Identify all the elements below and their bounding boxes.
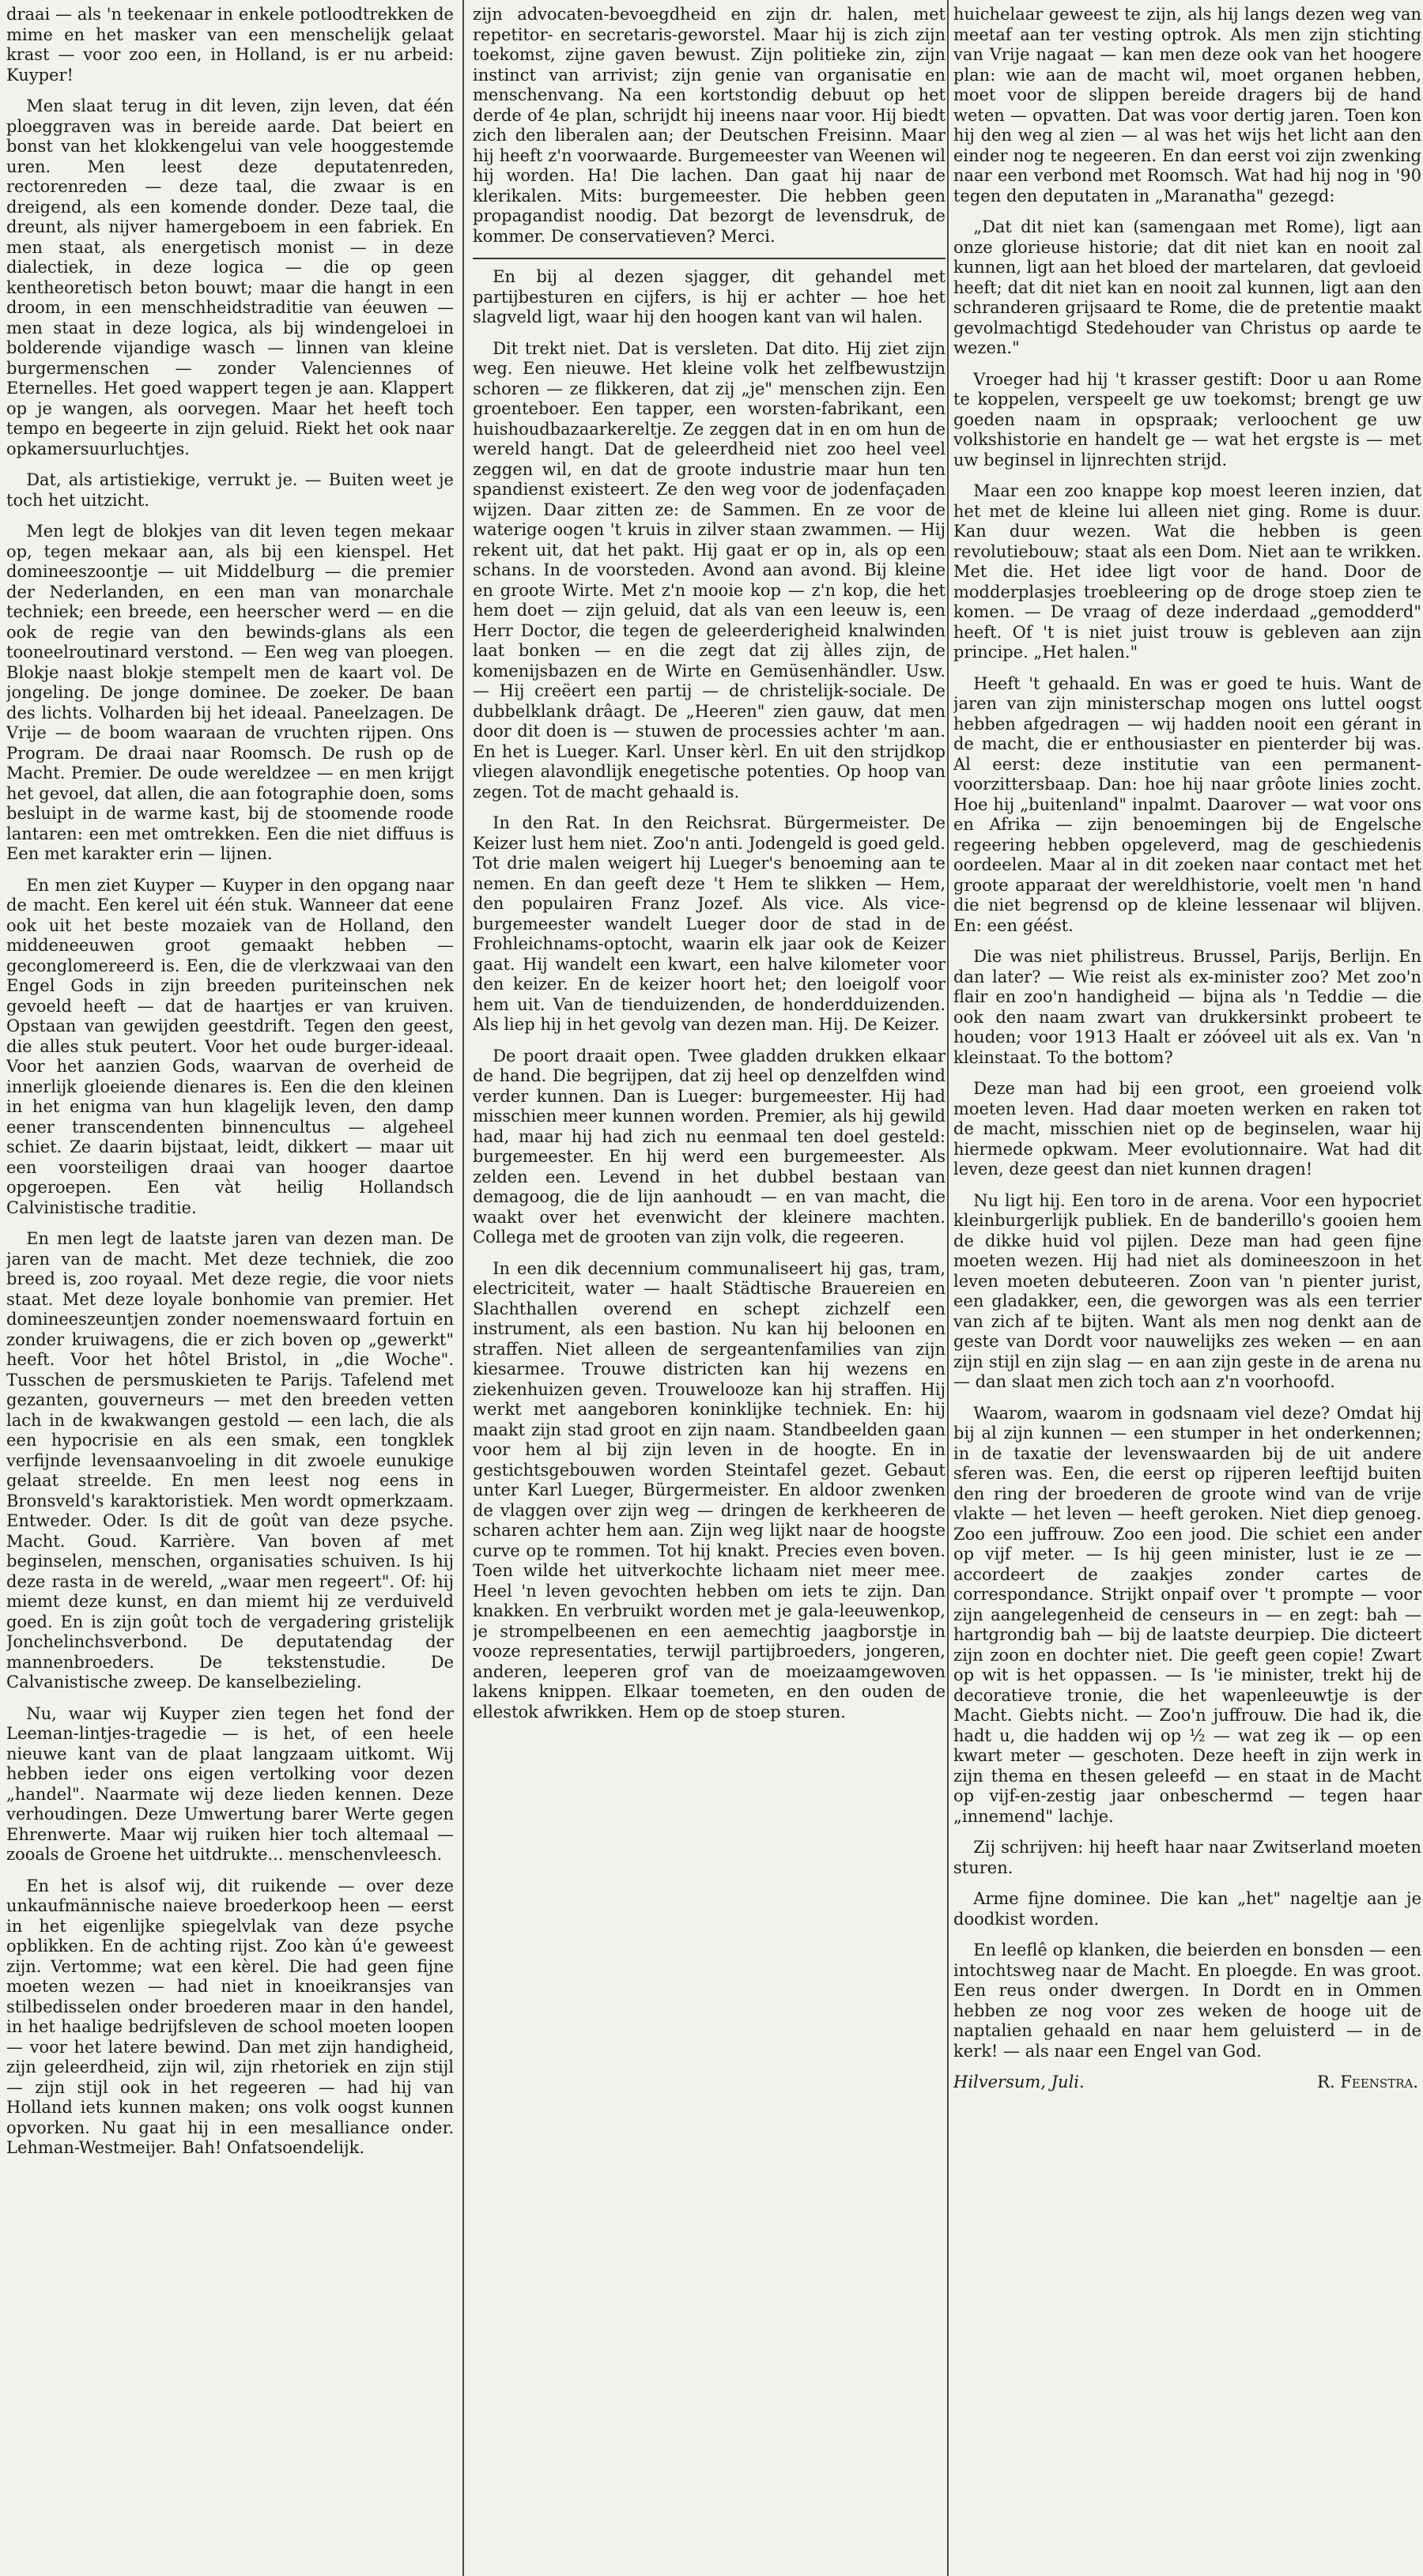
- article-paragraph: En het is alsof wij, dit ruikende — over deze unkaufmännische naieve broederkoop heen — eerst in het eigenlijke spiegelvlak van deze psyche opblikken. En de achting rijst. Zoo kàn ú'e geweest zijn. Vertomme; wat een kèrel. Die had geen fijne moeten wezen — had niet in knoeikransjes van stilbedisselen onder broederen maar in den handel, in het haalige bedrijfsleven de school moeten loopen — voor het latere bewind. Dan met zijn handigheid, zijn geleerdheid, zijn wil, zijn rhetoriek en zijn stijl — zijn stijl ook in het regeeren — had hij van Holland iets kunnen maken; ons volk oogst kunnen opvorken. Nu gaat hij in een mesalliance onder. Lehman-Westmeijer. Bah! Onfatsoendelijk.: [6, 1876, 454, 2157]
- article-paragraph: En bij al dezen sjagger, dit gehandel met partijbesturen en cijfers, is hij er achter — hoe het slagveld ligt, waar hij den hoogen kant van wil halen.: [473, 267, 946, 326]
- article-paragraph: Dat, als artistiekige, verrukt je. — Buiten weet je toch het uitzicht.: [6, 470, 454, 510]
- article-paragraph: draai — als 'n teekenaar in enkele potloodtrekken de mime en het masker van een menschelijk gelaat krast — voor zoo een, in Holland, is er nu arbeid: Kuyper!: [6, 5, 454, 85]
- signature-author: R. Feenstra.: [1317, 2072, 1418, 2091]
- article-quote: „Dat dit niet kan (samengaan met Rome), ligt aan onze glorieuse historie; dat dit niet kan en nooit zal kunnen, ligt aan het bloed der martelaren, dat gevloeid heeft; dat dit niet kan en nooit zal kunnen, ligt aan den schranderen grijsaard te Rome, die de pretentie maakt gevolmachtigd Stedehouder van Christus op aarde te wezen.": [953, 217, 1421, 357]
- article-paragraph: zijn advocaten-bevoegdheid en zijn dr. halen, met repetitor- en secretaris-geworstel. Maar hij is zich zijn toekomst, zijne gaven bewust. Zijn politieke zin, zijn instinct van arrivist; zijn genie van organisatie en menschenvang. Na een kortstondig debuut op het derde of 4e plan, schrijdt hij ineens naar voor. Hij biedt zich den liberalen aan; der Deutschen Freisinn. Maar hij heeft z'n voorwaarde. Burgemeester van Weenen wil hij worden. Ha! Die lachen. Dan gaat hij naar de klerikalen. Mits: burgemeester. Die hebben geen propagandist noodig. Dat bezorgt de levensdruk, de kommer. De conservatieven? Merci.: [473, 5, 946, 246]
- article-column-2: [473, 5, 946, 2570]
- article-paragraph: Zij schrijven: hij heeft haar naar Zwitserland moeten sturen.: [953, 1838, 1421, 1877]
- article-paragraph: Dit trekt niet. Dat is versleten. Dat dito. Hij ziet zijn weg. Een nieuwe. Het kleine volk het zelfbewustzijn schoren — ze flikkeren, dat zij „je" menschen zijn. Een groenteboer. Een tapper, een worsten-fabrikant, een huishoudbazaarkereltje. Ze zeggen dat in en om hun de wereld hangt. Dat de geleerdheid niet zoo heel veel zeggen wil, en dat de groote industrie maar hun ten spandienst existeert. Ze den weg voor de jodenfaçaden wijzen. Daar zitten ze: de Sammen. En ze voor de waterige oogen 't kruis in zilver staan zwammen. — Hij rekent uit, dat het pakt. Hij gaat er op in, als op een schans. In de voorsteden. Avond aan avond. Bij kleine en groote Wirte. Met z'n mooie kop — z'n kop, die het hem doet — zijn geluid, dat als van een leeuw is, een Herr Doctor, die tegen de geleerderigheid knalwinden laat bonken — en die zegt dat zij àlles zijn, de komenijsbazen en de Wirte en Gemüsenhändler. Usw. — Hij creëert een partij — de christelijk-sociale. De dubbelklank drâagt. De „Heeren" zien gauw, dat men door dit doen is — stuwen de processies achter 'm aan. En het is Lueger. Karl. Unser kèrl. En uit den strijdkop vliegen alavondlijk enegetische potenties. Op hoop van zegen. Tot de macht gehaald is.: [473, 338, 946, 801]
- column-rule: [462, 0, 464, 2576]
- article-column-1: [6, 5, 454, 2570]
- article-paragraph: Waarom, waarom in godsnaam viel deze? Omdat hij bij al zijn kunnen — een stumper in het onderkennen; in de taxatie der levenswaarden bij de uit andere sferen was. Een, die eerst op rijperen leeftijd buiten den ring der broederen de groote wind van de vrije vlakte — het leven — heeft geroken. Niet diep genoeg. Zoo een juffrouw. Zoo een jood. Die schiet een ander op vijf meter. — Is hij geen minister, lust ie ze — accordeert de zaakjes zonder cartes de correspondance. Strijkt onpaif over 't prompte — voor zijn aangelegenheid de censeurs in — en zegt: bah — hartgrondig bah — bij de laatste deurpiep. Die dicteert zijn zoon en dochter niet. Die geeft geen copie! Zwart op wit is het oppassen. — Is 'ie minister, trekt hij de decoratieve tronie, die het wapenleeuwtje is der Macht. Giebts nicht. — Zoo'n juffrouw. Die had ik, die hadt u, die hadden wij op ½ — wat zeg ik — op een kwart meter — geschoten. Deze heeft in zijn werk in zijn thema en thesen geleefd — en staat in de Macht op vijf-en-zestig jaar onbeschermd — tegen haar „innemend" lachje.: [953, 1403, 1421, 1826]
- article-paragraph: En men legt de laatste jaren van dezen man. De jaren van de macht. Met deze techniek, die zoo breed is, zoo royaal. Met deze regie, die voor niets staat. Met deze loyale bonhomie van premier. Het domineeszeuntjen zonder noemenswaard fortuin en zonder kruiwagens, die er zich boven op „gewerkt" heeft. Voor het hôtel Bristol, in „die Woche". Tusschen de persmuskieten te Parijs. Tafelend met gezanten, gouverneurs — met den breeden vetten lach in de kwakwangen gestold — een lach, die als een hypocrisie en als een smak, een tongklek verfijnde levensaanvoeling in dit zwoele eunukige gelaat streelde. En men leest nog eens in Bronsveld's karaktoristiek. Men wordt opmerkzaam. Entweder. Oder. Is dit de goût van deze psyche. Macht. Goud. Karrière. Van boven af met beginselen, menschen, organisaties schuiven. Is hij deze rasta in de wereld, „waar men regeert". Of: hij miemt deze kunst, en dan miemt hij ze verduiveld goed. En is zijn goût toch de vergadering gristelijk Jonchelinchsverbond. De deputatendag der mannenbroeders. De tekstenstudie. De Calvanistische zweep. De kanselbezieling.: [6, 1229, 454, 1692]
- article-paragraph: En leeflê op klanken, die beierden en bonsden — een intochtsweg naar de Macht. En ploegde. En was groot. Een reus onder dwergen. In Dordt en in Ommen hebben ze nog voor zes weken de hooge uit de naptalien gehaald en naar hem geluisterd — in de kerk! — als naar een Engel van God.: [953, 1940, 1421, 2061]
- article-paragraph: De poort draait open. Twee gladden drukken elkaar de hand. Die begrijpen, dat zij heel op denzelfden wind verder kunnen. Dan is Lueger: burgemeester. Hij had misschien meer kunnen worden. Premier, als hij gewild had, maar hij had zich nu eenmaal ten doel gesteld: burgemeester. En hij werd een burgemeester. Als zelden een. Levend in het dubbel bestaan van demagoog, die de lijn aanhoudt — en van macht, die waakt over het evenwicht der kleinere machten. Collega met de grooten van zijn volk, die regeeren.: [473, 1046, 946, 1247]
- article-paragraph: Deze man had bij een groot, een groeiend volk moeten leven. Had daar moeten werken en raken tot de macht, misschien niet op de beginselen, waar hij hiermede opkwam. Meer evolutionnaire. Wat had dit leven, deze geest dan niet kunnen dragen!: [953, 1079, 1421, 1179]
- article-paragraph: Nu, waar wij Kuyper zien tegen het fond der Leeman-lintjes-tragedie — is het, of een heele nieuwe kant van de plaat langzaam uitkomt. Wij hebben ieder ons eigen vertolking voor dezen „handel". Naarmate wij deze lieden kennen. Deze verhoudingen. Deze Umwertung barer Werte gegen Ehrenwerte. Maar wij ruiken hier toch altemaal — zooals de Groene het uitdrukte... menschenvleesch.: [6, 1703, 454, 1864]
- signature-place: Hilversum, Juli.: [953, 2072, 1085, 2091]
- article-paragraph: Nu ligt hij. Een toro in de arena. Voor een hypocriet kleinburgerlijk publiek. En de banderillo's gooien hem de dikke huid vol pijlen. Deze man had geen fijne moeten wezen. Hij had niet als domineeszoon in het leven moeten debuteeren. Zoon van 'n pienter jurist, een gladakker, een, die geworgen was als een terrier van zich af te bijten. Want als men nog denkt aan de geste van Dordt voor nauwelijks zes weken — en aan zijn stijl en zijn slag — en aan zijn geste in de arena nu — dan slaat men zich toch aan z'n voorhoofd.: [953, 1190, 1421, 1391]
- signature-line: [953, 2072, 1421, 2093]
- column-rule: [947, 0, 949, 2576]
- article-paragraph: In den Rat. In den Reichsrat. Bürgermeister. De Keizer lust hem niet. Zoo'n anti. Jodengeld is goed geld. Tot drie malen weigert hij Lueger's benoeming aan te nemen. En dan geeft deze 't Hem te slikken — Hem, den populairen Franz Jozef. Als vice. Als vice-burgemeester wandelt Lueger door de stad in de Frohleichnams-optocht, waarin elk jaar ook de Keizer gaat. Hij wandelt een kwart, een halve kilometer voor den keizer. En de keizer hoort het; den loeigolf voor hem uit. Van de tienduizenden, de honderdduizenden. Als liep hij in het gevolg van dezen man. Hij. De Keizer.: [473, 813, 946, 1034]
- article-paragraph: Men legt de blokjes van dit leven tegen mekaar op, tegen mekaar aan, als bij een kienspel. Het domineeszoontje — uit Middelburg — die premier der Nederlanden, en een man van monarchale techniek; een breede, een heerscher werd — en die ook de regie van den bewinds-glans als een tooneelroutinard verstond. — Een weg van ploegen. Blokje naast blokje stempelt men de kaart vol. De jongeling. De jonge dominee. De zoeker. De baan des lichts. Volharden bij het ideaal. Paneelzagen. De Vrije — de boom waaraan de vruchten rijpen. Ons Program. De draai naar Roomsch. De rush op de Macht. Premier. De oude wereldzee — en men krijgt het gevoel, dat allen, die aan fotographie doen, soms besluipt in de warme kast, bij de stoomende roode lantaren: een met omtrekken. Een die niet diffuus is Een met karakter erin — lijnen.: [6, 522, 454, 863]
- article-paragraph: huichelaar geweest te zijn, als hij langs dezen weg van meetaf aan ter vesting optrok. Als men zijn stichting van Vrije nagaat — kan men deze ook van het hoogere plan: wie aan de macht wil, moet organen hebben, moet voor de slippen bereide dragers bij de hand weten — opvatten. Dat was voor dertig jaren. Toen kon hij den weg al zien — al was het wijs het licht aan den einder nog te negeeren. En dan eerst voi zijn zwenking naar een verbond met Roomsch. Wat had hij nog in '90 tegen den deputaten in „Maranatha" gezegd:: [953, 5, 1421, 206]
- section-divider: [473, 258, 946, 259]
- article-paragraph: In een dik decennium communaliseert hij gas, tram, electriciteit, water — haalt Städtische Brauereien en Slachthallen overend en schept zichzelf een instrument, als een bastion. Nu kan hij beloonen en straffen. Niet alleen de sergeantenfamilies van zijn kiesarmee. Trouwe districten kan hij wezens en ziekenhuizen geven. Trouwelooze kan hij straffen. Hij werkt met aangeboren koninklijke techniek. En: hij maakt zijn stad groot en zijn naam. Standbeelden gaan voor hem al bij zijn leven in de hoogte. En in gestichtsgebouwen worden Steintafel gezet. Gebaut unter Karl Lueger, Bürgermeister. En aldoor zwenken de vlaggen over zijn weg — dringen de kerkheeren de scharen achter hem aan. Zijn weg lijkt naar de hoogste curve op te rommen. Tot hij knakt. Precies even boven. Toen wilde het uitverkochte lichaam niet meer mee. Heel 'n leven gevochten hebben om iets te zijn. Dan knakken. En verbruikt worden met je gala-leeuwenkop, je strompelbeenen en een aemechtig jaagborstje in vooze representaties, terwijl partijbroeders, jongeren, anderen, leeperen grof van de moeizaamgewoven lakens knippen. Elkaar toemeten, en den ouden de ellestok afwrikken. Hem op de stoep sturen.: [473, 1258, 946, 1722]
- article-paragraph: Men slaat terug in dit leven, zijn leven, dat één ploeggraven was in bereide aarde. Dat beiert en bonst van het klokkengelui van vele hooggestemde uren. Men leest deze deputatenreden, rectorenreden — deze taal, die zwaar is en dreigend, als een komende donder. Deze taal, die dreunt, als nijver hamergeboem in een fabriek. En men staat, als energetisch monist — in deze dialectiek, in deze logica — die op geen kentheoretisch beton bouwt; maar die hangt in een droom, in een menschheidstraditie van éeuwen — men staat in deze logica, als bij windengeloei in bolderende vijandige wasch — linnen van kleine burgermenschen — zonder Valenciennes of Eternelles. Het goed wappert tegen je aan. Klappert op je wangen, als oorvegen. Maar het heeft toch tempo en begeerte in zijn geluid. Riekt het ook naar opkamersuurluchtjes.: [6, 96, 454, 458]
- article-paragraph: En men ziet Kuyper — Kuyper in den opgang naar de macht. Een kerel uit één stuk. Wanneer dat eene ook uit het beste mozaiek van de Holland, den middeneeuwen groot gemaakt hebben — geconglomereerd is. Een, die de vlerkzwaai van den Engel Gods in zijn breeden puriteinschen nek gevoeld heeft — dat de haartjes er van kruiven. Opstaan van gewijden geestdrift. Tegen den geest, die alles stuk peutert. Voor het oude burger-ideaal. Voor het aanzien Gods, waarvan de overheid de innerlijk gloeiende dienares is. Een die den kleinen in het enigma van hun klagelijk leven, den damp eener transcendenten binnencultus — algeheel schiet. Ze daarin bijstaat, leidt, dikkert — maar uit een voorsteiligen draai van hooger daartoe opgeroepen. Een vàt heilig Hollandsch Calvinistische traditie.: [6, 875, 454, 1217]
- article-paragraph: Heeft 't gehaald. En was er goed te huis. Want de jaren van zijn ministerschap mogen ons luttel oogst hebben afgedragen — wij hadden nooit een gérant in de macht, die er enthousiaster en pienterder bij was. Al eerst: deze institutie van een permanent-voorzittersbaap. Dan: hoe hij naar grôote linies zocht. Hoe hij „buitenland" inpalmt. Daarover — wat voor ons en Afrika — zijn benoemingen bij de Engelsche regeering hebben opgeleverd, mag de geschiedenis oordeelen. Maar al in dit zoeken naar contact met het groote apparaat der wereldhistorie, voelt men 'n hand die niet begrensd op de kleine lessenaar wil blijven. En: een géést.: [953, 673, 1421, 935]
- article-paragraph: Vroeger had hij 't krasser gestift: Door u aan Rome te koppelen, verspeelt ge uw toekomst; brengt ge uw goeden naam in opspraak; verloochent ge uw volkshistorie en handelt ge — wat het ergste is — met uw beginsel in lijnrechten strijd.: [953, 369, 1421, 470]
- article-column-3: [953, 5, 1421, 2570]
- article-paragraph: Maar een zoo knappe kop moest leeren inzien, dat het met de kleine lui alleen niet ging. Rome is duur. Kan duur wezen. Wat die hebben is geen revolutiebouw; staat als een Dom. Niet aan te wrikken. Met die. Het idee ligt voor de hand. Door de modderplasjes troebleering op de droge stoep zien te komen. — De vraag of deze inderdaad „gemodderd" heeft. Of 't is niet juist trouw is gebleven aan zijn principe. „Het halen.": [953, 481, 1421, 662]
- article-paragraph: Arme fijne dominee. Die kan „het" nageltje aan je doodkist worden.: [953, 1889, 1421, 1929]
- article-paragraph: Die was niet philistreus. Brussel, Parijs, Berlijn. En dan later? — Wie reist als ex-minister zoo? Met zoo'n flair en zoo'n handigheid — bijna als 'n Teddie — die ook den naam zwart van drukkersinkt probeert te houden; voor 1913 Haalt er zóóveel uit als ex. Van 'n kleinstaat. To the bottom?: [953, 947, 1421, 1067]
